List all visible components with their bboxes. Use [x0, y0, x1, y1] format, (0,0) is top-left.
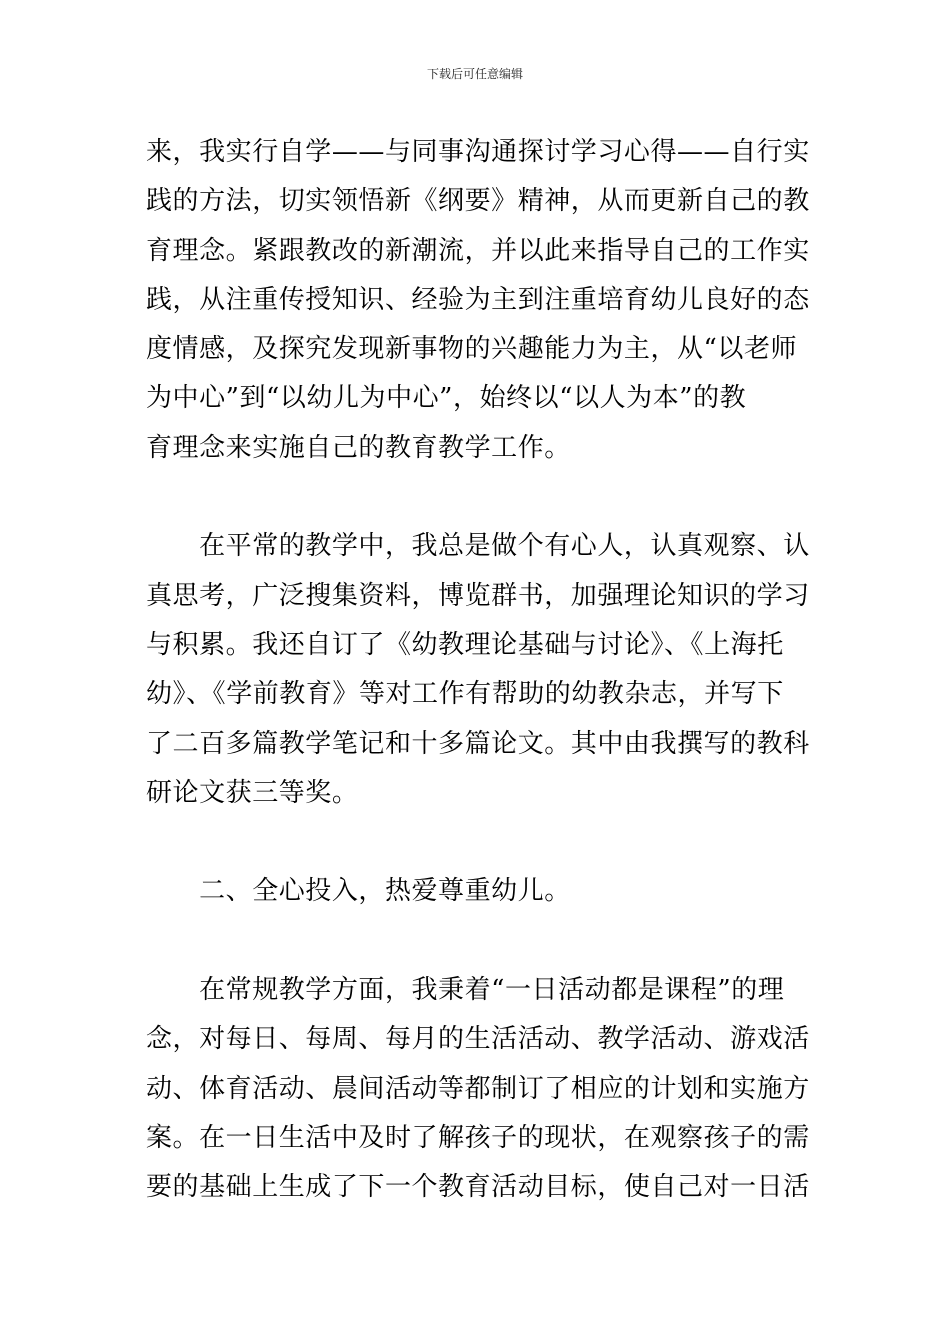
section-heading [146, 867, 812, 916]
text-line: 育理念。紧跟教改的新潮流，并以此来指导自己的工作实 [146, 235, 810, 266]
heading-line: 二、全心投入，热爱尊重幼儿。 [146, 876, 571, 907]
text-line: 了二百多篇教学笔记和十多篇论文。其中由我撰写的教科 [146, 728, 810, 759]
paragraph-3 [146, 966, 812, 1212]
text-line: 践的方法，切实领悟新《纲要》精神，从而更新自己的教 [146, 186, 810, 217]
text-line: 念，对每日、每周、每月的生活活动、教学活动、游戏活 [146, 1024, 810, 1055]
text-line: 在平常的教学中，我总是做个有心人，认真观察、认 [146, 531, 810, 562]
paragraph-2 [146, 522, 812, 818]
text-line: 在常规教学方面，我秉着“一日活动都是课程”的理 [146, 975, 785, 1006]
text-line: 案。在一日生活中及时了解孩子的现状，在观察孩子的需 [146, 1122, 810, 1153]
text-line: 要的基础上生成了下一个教育活动目标，使自己对一日活 [146, 1172, 810, 1203]
text-line: 度情感，及探究发现新事物的兴趣能力为主，从“以老师 [146, 334, 798, 365]
text-line: 来，我实行自学——与同事沟通探讨学习心得——自行实 [146, 137, 810, 167]
text-line: 动、体育活动、晨间活动等都制订了相应的计划和实施方 [146, 1073, 810, 1104]
paragraph-gap [146, 917, 812, 966]
page-header-note: 下载后可任意编辑 [426, 67, 523, 81]
text-line: 为中心”到“以幼儿为中心”，始终以“以人为本”的教 [146, 383, 747, 414]
text-line: 研论文获三等奖。 [146, 777, 359, 808]
text-line: 育理念来实施自己的教育教学工作。 [146, 432, 571, 463]
paragraph-gap [146, 473, 812, 522]
text-line: 真思考，广泛搜集资料，博览群书，加强理论知识的学习 [146, 580, 810, 611]
document-body [146, 128, 812, 1213]
paragraph-gap [146, 818, 812, 867]
text-line: 幼》、《学前教育》等对工作有帮助的幼教杂志，并写下 [146, 679, 784, 710]
text-line: 践，从注重传授知识、经验为主到注重培育幼儿良好的态 [146, 284, 810, 315]
text-line: 与积累。我还自订了《幼教理论基础与讨论》、《上海托 [146, 629, 784, 660]
paragraph-1 [146, 128, 812, 473]
